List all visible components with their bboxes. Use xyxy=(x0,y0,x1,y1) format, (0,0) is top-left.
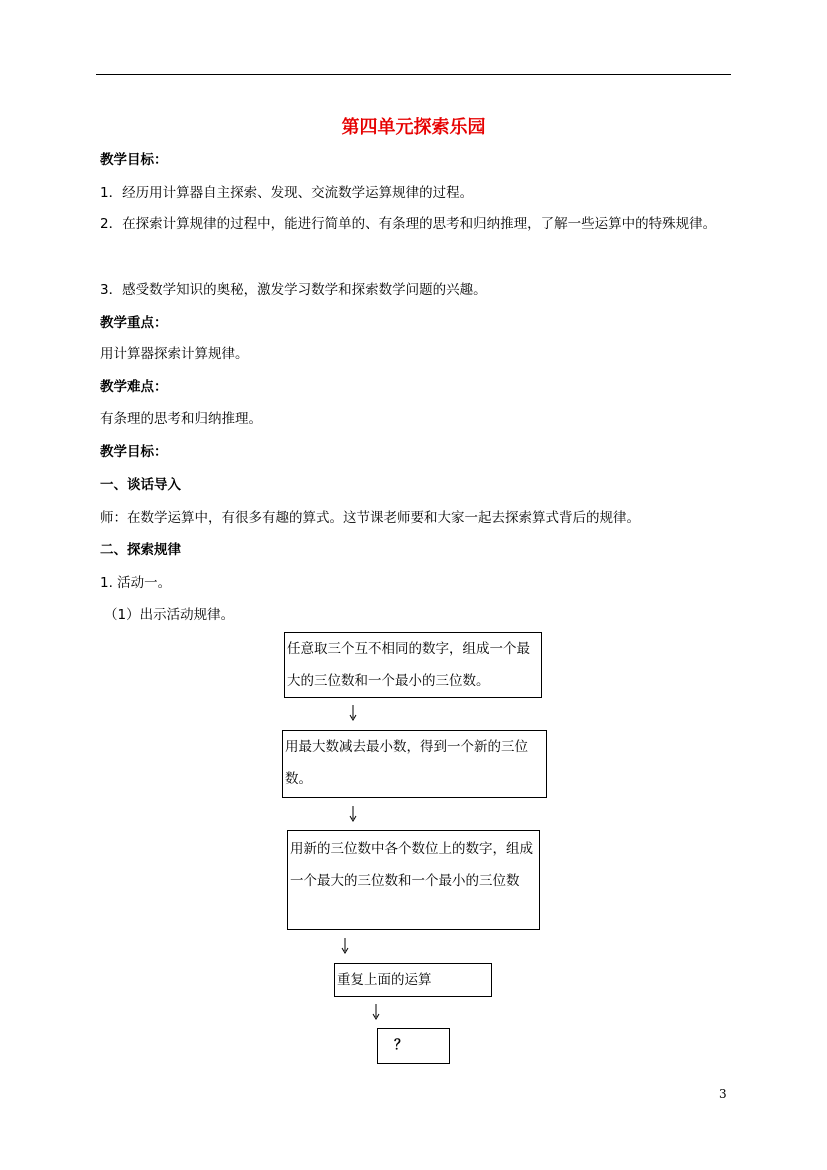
goal-item-2: 2．在探索计算规律的过程中，能进行简单的、有条理的思考和归纳推理，了解一些运算中的特殊规律。 xyxy=(100,216,717,232)
flow-box-2: 用最大数减去最小数，得到一个新的三位数。 xyxy=(282,730,547,798)
flow-arrow-4 xyxy=(371,1004,381,1020)
difficulty-text: 有条理的思考和归纳推理。 xyxy=(100,411,262,427)
goal-item-1: 1．经历用计算器自主探索、发现、交流数学运算规律的过程。 xyxy=(100,185,474,201)
goal-item-3: 3．感受数学知识的奥秘，激发学习数学和探索数学问题的兴趣。 xyxy=(100,282,487,298)
header-rule xyxy=(96,74,731,75)
key-point-heading: 教学重点： xyxy=(100,315,168,331)
flow-box-4: 重复上面的运算 xyxy=(334,963,492,997)
activity-item: 1. 活动一。 xyxy=(100,575,172,591)
goal-heading: 教学目标： xyxy=(100,152,168,168)
flow-arrow-3 xyxy=(340,938,350,954)
page-number: 3 xyxy=(719,1087,727,1101)
section-2-heading: 二、探索规律 xyxy=(100,542,181,558)
flow-arrow-2 xyxy=(348,806,358,822)
page-title: 第四单元探索乐园 xyxy=(341,117,486,138)
difficulty-heading: 教学难点： xyxy=(100,379,168,395)
goal-heading-2: 教学目标： xyxy=(100,444,168,460)
flow-arrow-1 xyxy=(348,705,358,721)
flow-box-1: 任意取三个互不相同的数字，组成一个最大的三位数和一个最小的三位数。 xyxy=(284,632,542,698)
flow-box-3: 用新的三位数中各个数位上的数字，组成一个最大的三位数和一个最小的三位数 xyxy=(287,830,540,930)
activity-subitem: （1）出示活动规律。 xyxy=(104,607,235,623)
section-1-text: 师：在数学运算中，有很多有趣的算式。这节课老师要和大家一起去探索算式背后的规律。 xyxy=(100,510,640,526)
section-1-heading: 一、谈话导入 xyxy=(100,477,181,493)
flow-box-5: ？ xyxy=(377,1028,450,1064)
key-point-text: 用计算器探索计算规律。 xyxy=(100,346,249,362)
